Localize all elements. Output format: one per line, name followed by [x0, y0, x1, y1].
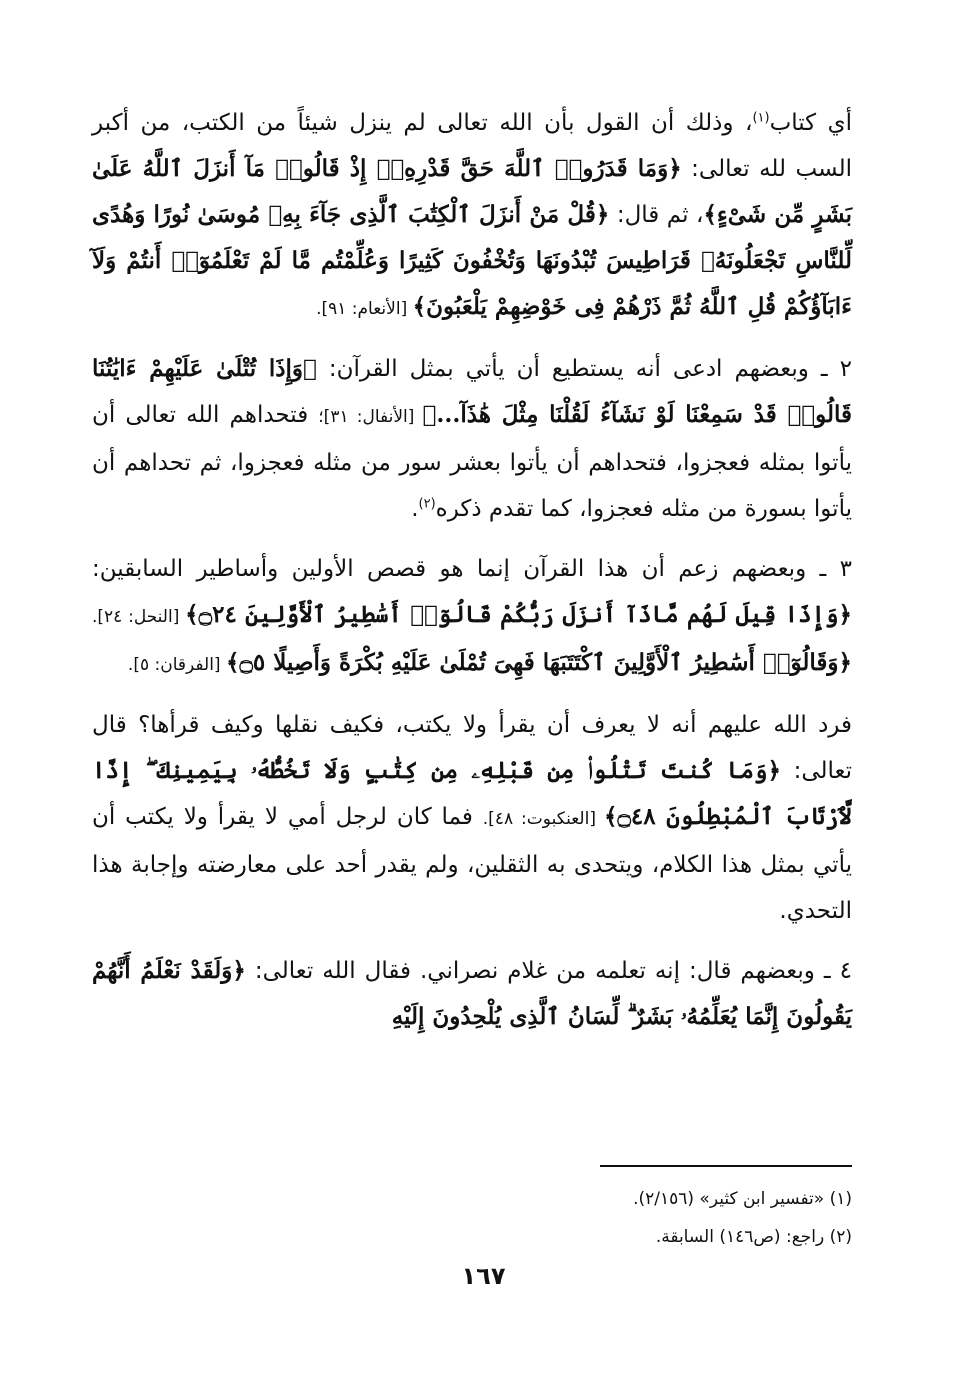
quran-verse: ﴿وَإِذَا قِيلَ لَهُم مَّاذَآ أَنزَلَ رَبُّكُمْ قَالُوٓا۟ أَسَٰطِيرُ ٱلْأَوَّلِينَ ۝٢٤﴾ — [185, 601, 852, 628]
footnote-marker-2[interactable]: (٢) — [418, 496, 436, 512]
text: ، وذلك أن القول بأن الله تعالى لم ينزل شيئاً من الكتب، من أكبر السب لله تعالى: — [92, 110, 852, 182]
paragraph-2 — [92, 346, 852, 532]
verse-reference: [النحل: ٢٤]. — [92, 607, 186, 627]
text: . — [411, 496, 419, 522]
text: ٣ ـ وبعضهم زعم أن هذا القرآن إنما هو قصص الأولين وأساطير السابقين: — [92, 556, 852, 582]
text: فرد الله عليهم أنه لا يعرف أن يقرأ ولا يكتب، فكيف نقلها وكيف قرأها؟ قال تعالى: — [92, 712, 852, 784]
footnote-2: (٢) راجع: (ص١٤٦) السابقة. — [655, 1227, 852, 1247]
text: ٢ ـ وبعضهم ادعى أنه يستطيع أن يأتي بمثل القرآن: — [316, 356, 852, 382]
paragraph-3 — [92, 546, 852, 688]
footnote-divider — [600, 1165, 852, 1167]
text: ، ثم قال: — [609, 202, 704, 228]
verse-reference: [الفرقان: ٥]. — [127, 655, 226, 675]
text: فما كان لرجل أمي لا يقرأ ولا يكتب أن يأتي بمثل هذا الكلام، ويتحدى به الثقلين، ولم يقدر أحد على معارضته وإجابة هذا التحدي. — [92, 804, 852, 924]
verse-reference: [العنكبوت: ٤٨]. — [482, 809, 604, 829]
quran-verse: ﴿وَمَا كُنتَ تَتْلُوا۟ مِن قَبْلِهِۦ مِن كِتَٰبٍ وَلَا تَخُطُّهُۥ بِيَمِينِكَ ۖ إِذًا لَّٱرْتَابَ ٱلْمُبْطِلُونَ ۝٤٨﴾ — [92, 757, 852, 830]
text: ٤ ـ وبعضهم قال: إنه تعلمه من غلام نصراني. فقال الله تعالى: — [245, 958, 852, 984]
paragraph-1 — [92, 100, 852, 332]
text: أي كتاب — [769, 110, 852, 136]
footnote-1: (١) «تفسير ابن كثير» (٢/١٥٦). — [633, 1189, 852, 1209]
footnotes — [92, 1180, 852, 1256]
page-body — [92, 100, 852, 1054]
verse-reference: [الأنفال: ٣١]؛ — [318, 407, 423, 427]
paragraph-4 — [92, 702, 852, 934]
verse-reference: [الأنعام: ٩١]. — [316, 299, 413, 319]
quran-verse: ﴿وَلَقَدْ نَعْلَمُ أَنَّهُمْ يَقُولُونَ إِنَّمَا يُعَلِّمُهُۥ بَشَرٌ ۗ لِّسَانُ ٱلَّذِى يُلْحِدُونَ إِلَيْهِ — [92, 957, 852, 1030]
footnote-marker-1[interactable]: (١) — [752, 110, 770, 126]
paragraph-5 — [92, 948, 852, 1040]
quran-verse: ﴿وَمَا قَدَرُوا۟ ٱللَّهَ حَقَّ قَدْرِهِۦٓ إِذْ قَالُوا۟ مَآ أَنزَلَ ٱللَّهُ عَلَىٰ بَشَرٍ مِّن شَىْءٍ﴾ — [92, 155, 853, 228]
quran-verse: ﴿قُلْ مَنْ أَنزَلَ ٱلْكِتَٰبَ ٱلَّذِى جَآءَ بِهِۦ مُوسَىٰ نُورًا وَهُدًى لِّلنَّاسِ تَجْعَلُونَهُۥ قَرَاطِيسَ تُبْدُونَهَا وَتُخْفُونَ كَثِيرًا وَعُلِّمْتُم مَّا لَمْ تَعْلَمُوٓا۟ أَنتُمْ وَلَآ ءَابَآؤُكُمْ قُلِ ٱللَّهُ ثُمَّ ذَرْهُمْ فِى خَوْضِهِمْ يَلْعَبُونَ﴾ — [92, 201, 852, 320]
quran-verse: ﴿وَإِذَا تُتْلَىٰ عَلَيْهِمْ ءَايَٰتُنَا قَالُوا۟ قَدْ سَمِعْنَا لَوْ نَشَآءُ لَقُلْنَا مِثْلَ هَٰذَآ...﴾ — [92, 355, 852, 428]
page-number: ١٦٧ — [461, 1262, 506, 1290]
text: فتحداهم الله تعالى أن يأتوا بمثله فعجزوا، فتحداهم أن يأتوا بعشر سور من مثله فعجزوا، ثم تحداهم أن يأتوا بسورة من مثله فعجزوا، كما تقدم ذكره — [92, 402, 852, 522]
quran-verse: ﴿وَقَالُوٓا۟ أَسَٰطِيرُ ٱلْأَوَّلِينَ ٱكْتَتَبَهَا فَهِىَ تُمْلَىٰ عَلَيْهِ بُكْرَةً وَأَصِيلًا ۝٥﴾ — [225, 649, 852, 676]
